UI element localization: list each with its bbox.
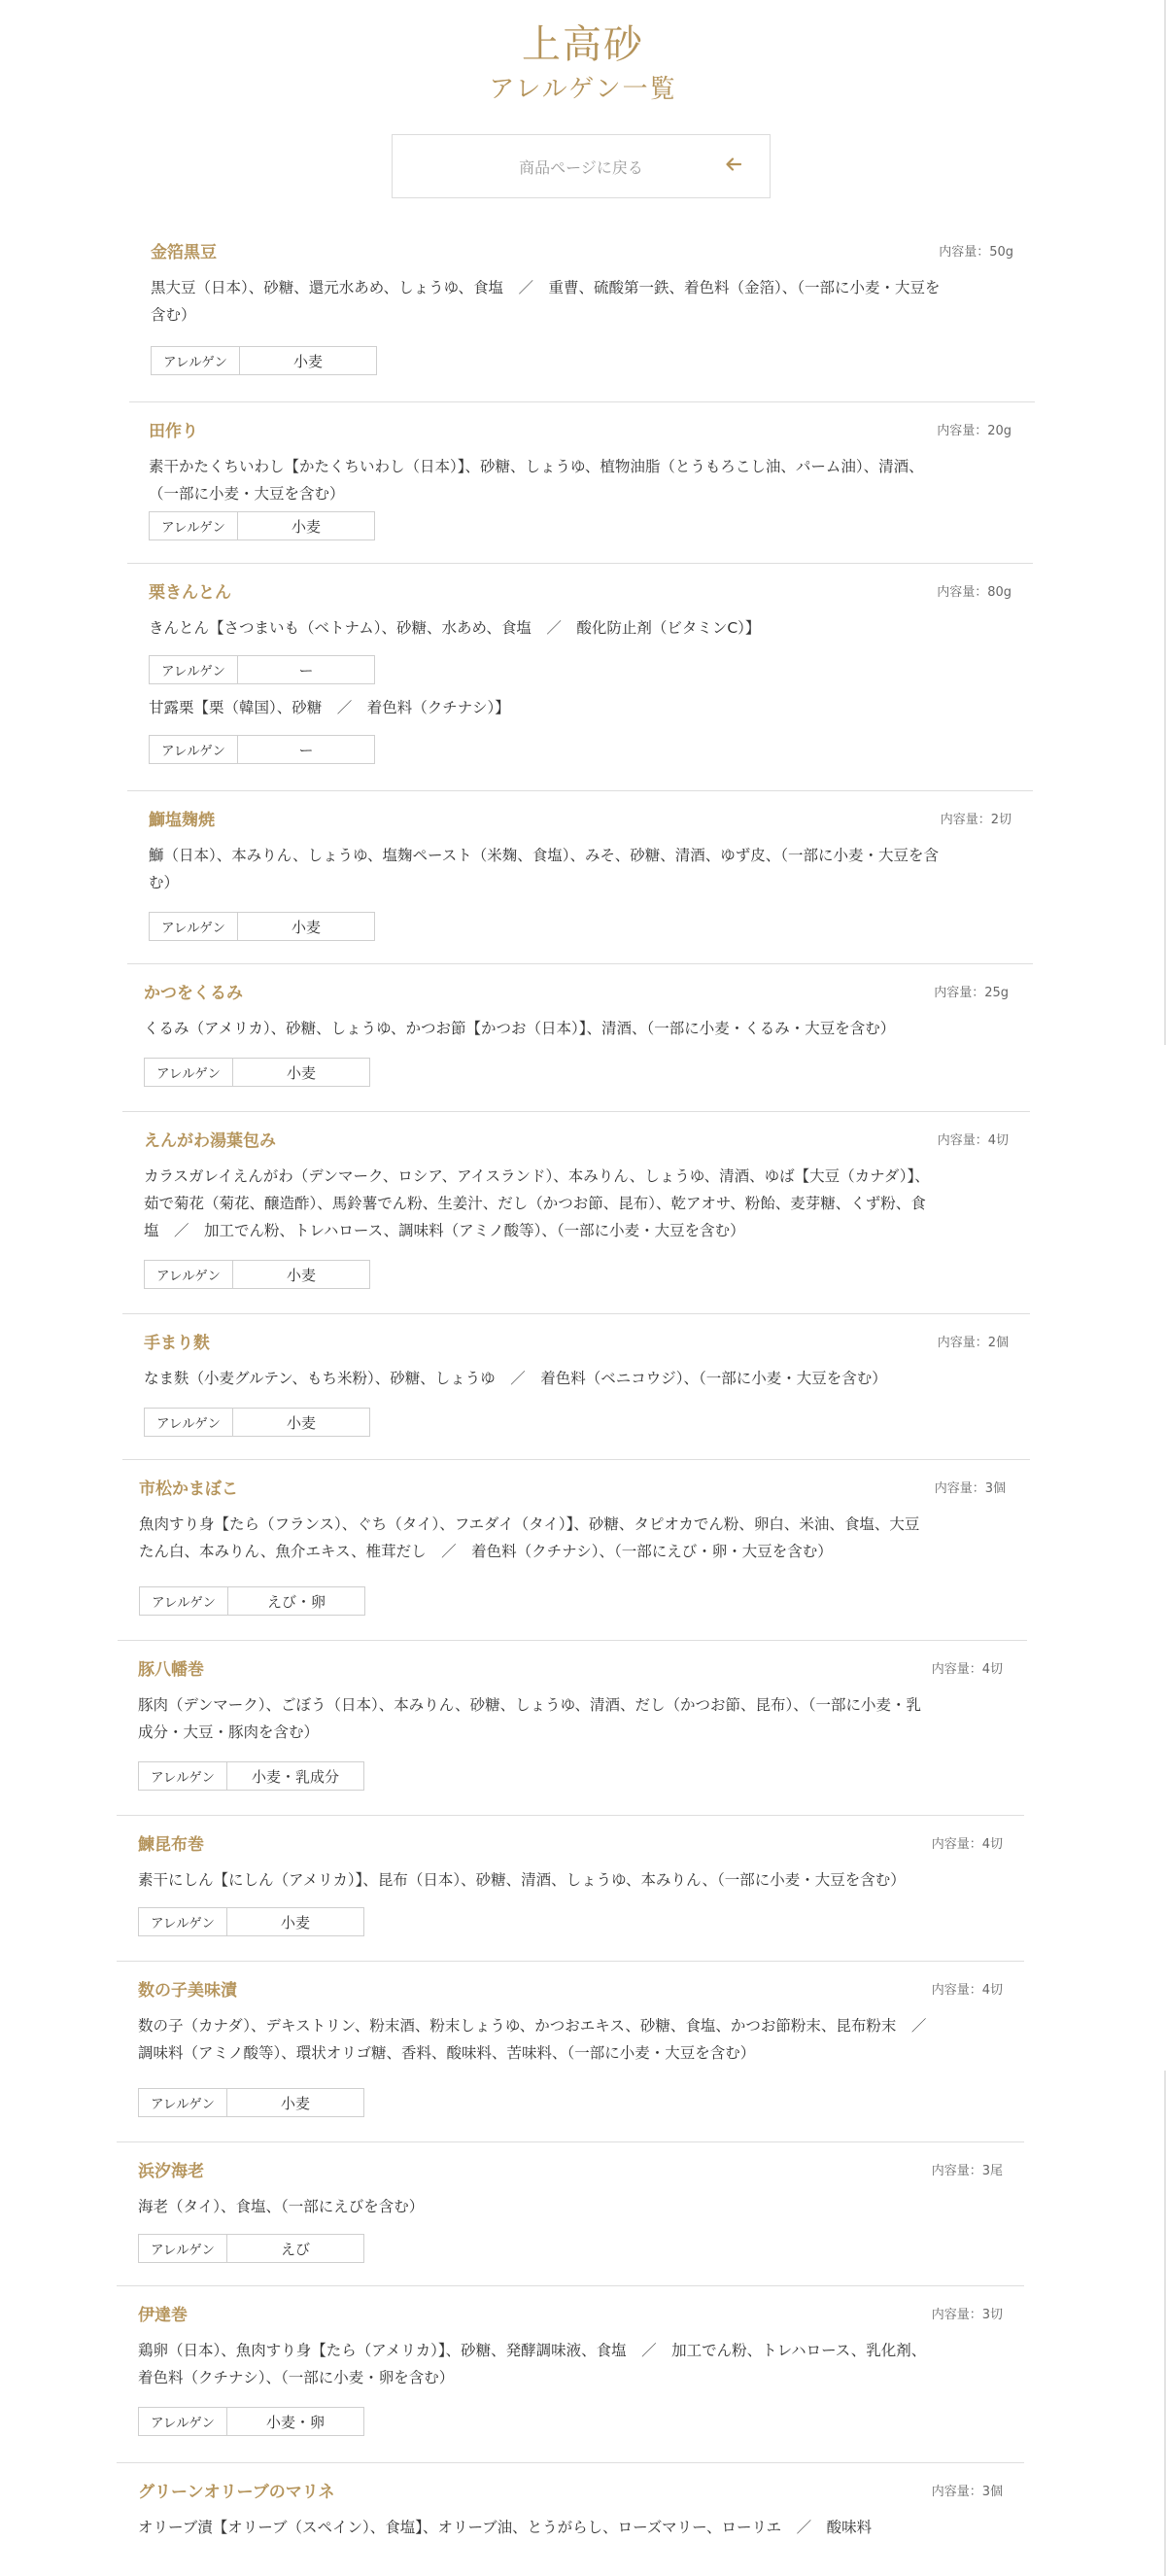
product-name: 伊達巻	[138, 2306, 188, 2325]
allergen-label: アレルゲン	[139, 2408, 227, 2435]
product-ingredients	[138, 2514, 1003, 2541]
product-ingredients-secondary	[149, 694, 1012, 721]
arrow-left-icon	[725, 154, 742, 179]
ingredients-line: なま麩（小麦グルテン、もち米粉）、砂糖、しょうゆ ／ 着色料（ベニコウジ）、（一部に小麦・大豆を含む）	[144, 1370, 887, 1387]
ingredients-line: 着色料（クチナシ）、（一部に小麦・卵を含む）	[138, 2369, 455, 2386]
product-ingredients	[138, 1691, 1003, 1746]
ingredients-line: 成分・大豆・豚肉を含む）	[138, 1723, 320, 1741]
product-item	[118, 1460, 1027, 1641]
ingredients-line: きんとん【さつまいも（ベトナム）、砂糖、水あめ、食塩 ／ 酸化防止剤（ビタミンC）】	[149, 619, 761, 637]
product-name: かつをくるみ	[144, 984, 243, 1003]
product-name: 鰊昆布巻	[138, 1835, 204, 1855]
allergen-value: 小麦	[286, 1266, 316, 1284]
ingredients-line: 魚肉すり身【たら（フランス）、ぐち（タイ）、フエダイ（タイ）】、砂糖、タピオカでん粉、卵白、米油、食塩、大豆	[139, 1515, 920, 1533]
allergen-value: えび・卵	[266, 1592, 326, 1611]
product-item	[127, 564, 1033, 791]
allergen-table	[149, 912, 375, 941]
allergen-table	[149, 735, 375, 764]
product-content-amount: 内容量：4切	[931, 1662, 1003, 1677]
product-content-amount: 内容量：2切	[940, 813, 1012, 827]
product-ingredients	[138, 2337, 1003, 2391]
product-content-amount: 内容量：2個	[937, 1336, 1009, 1350]
ingredients-line: （一部に小麦・大豆を含む）	[149, 485, 345, 503]
product-content-amount: 内容量：3尾	[931, 2164, 1003, 2178]
product-item	[117, 1962, 1024, 2142]
product-content-amount: 内容量：3個	[934, 1481, 1006, 1496]
ingredients-line: 数の子（カナダ）、デキストリン、粉末酒、粉末しょうゆ、かつおエキス、砂糖、食塩、かつお節粉末、昆布粉末 ／	[138, 2017, 927, 2035]
allergen-label: アレルゲン	[145, 1261, 233, 1288]
allergen-label: アレルゲン	[150, 736, 238, 763]
allergen-value: 小麦・卵	[265, 2413, 325, 2431]
product-item	[117, 2142, 1024, 2286]
product-item	[122, 1314, 1030, 1460]
allergen-table	[138, 1761, 364, 1791]
product-name: 田作り	[149, 422, 198, 441]
product-name: 鰤塩麹焼	[149, 811, 215, 830]
product-name: えんがわ湯葉包み	[144, 1131, 276, 1151]
ingredients-line: たん白、本みりん、魚介エキス、椎茸だし ／ 着色料（クチナシ）、（一部にえび・卵・大豆を含む）	[139, 1543, 833, 1560]
product-content-amount: 内容量：4切	[931, 1983, 1003, 1998]
allergen-table	[138, 2234, 364, 2263]
allergen-table	[144, 1260, 370, 1289]
product-name: 手まり麩	[144, 1334, 210, 1353]
allergen-label: アレルゲン	[145, 1409, 233, 1436]
product-ingredients	[151, 274, 1013, 329]
allergen-value: 小麦	[292, 352, 323, 370]
product-item	[129, 224, 1035, 402]
product-item	[127, 791, 1033, 964]
ingredients-line: 含む）	[151, 306, 196, 324]
product-ingredients	[139, 1511, 1006, 1565]
allergen-label: アレルゲン	[139, 2235, 227, 2262]
allergen-label: アレルゲン	[139, 2089, 227, 2116]
ingredients-line: む）	[149, 874, 180, 891]
product-content-amount: 内容量：3切	[931, 2308, 1003, 2322]
product-item	[122, 1112, 1030, 1314]
allergen-table	[139, 1586, 365, 1616]
ingredients-line: オリーブ漬【オリーブ（スペイン）、食塩】、オリーブ油、とうがらし、ローズマリー、ローリエ ／ 酸味料	[138, 2519, 873, 2536]
allergen-table	[138, 1907, 364, 1936]
product-item	[117, 1641, 1024, 1816]
allergen-label: アレルゲン	[150, 913, 238, 940]
product-name: 栗きんとん	[149, 583, 231, 603]
allergen-value: 小麦	[280, 1913, 310, 1932]
allergen-label: アレルゲン	[145, 1059, 233, 1086]
ingredients-line: 素干かたくちいわし【かたくちいわし（日本）】、砂糖、しょうゆ、植物油脂（とうもろこし油、パーム油）、清酒、	[149, 458, 924, 475]
ingredients-line: くるみ（アメリカ）、砂糖、しょうゆ、かつお節【かつお（日本）】、清酒、（一部に小麦・くるみ・大豆を含む）	[144, 1020, 896, 1037]
allergen-label: アレルゲン	[150, 512, 238, 540]
allergen-label: アレルゲン	[140, 1587, 228, 1615]
product-ingredients	[149, 614, 1012, 642]
product-name: 金箔黒豆	[151, 243, 217, 262]
allergen-label: アレルゲン	[152, 347, 240, 374]
ingredients-line: 豚肉（デンマーク）、ごぼう（日本）、本みりん、砂糖、しょうゆ、清酒、だし（かつお節、昆布）、（一部に小麦・乳	[138, 1696, 922, 1714]
product-content-amount: 内容量：20g	[937, 424, 1012, 438]
page-subtitle: アレルゲン一覧	[489, 75, 677, 104]
product-ingredients	[144, 1015, 1009, 1042]
product-name: 浜汐海老	[138, 2162, 204, 2181]
allergen-table	[151, 346, 377, 375]
product-name: 市松かまぼこ	[139, 1479, 238, 1499]
allergen-label: アレルゲン	[150, 656, 238, 683]
product-content-amount: 内容量：4切	[937, 1133, 1009, 1148]
product-name: 数の子美味漬	[138, 1981, 237, 2001]
page-title: 上高砂	[522, 22, 644, 67]
allergen-table	[144, 1058, 370, 1087]
allergen-table	[149, 511, 375, 540]
product-content-amount: 内容量：50g	[939, 245, 1013, 260]
back-button-label: 商品ページに戻る	[519, 157, 643, 177]
product-ingredients	[144, 1365, 1009, 1392]
product-name: グリーンオリーブのマリネ	[138, 2483, 335, 2502]
product-content-amount: 内容量：4切	[931, 1837, 1003, 1852]
allergen-value: 小麦	[286, 1413, 316, 1432]
allergen-table	[144, 1408, 370, 1437]
allergen-table	[138, 2407, 364, 2436]
page-header	[0, 0, 1166, 109]
allergen-table	[138, 2088, 364, 2117]
ingredients-line: 黒大豆（日本）、砂糖、還元水あめ、しょうゆ、食塩 ／ 重曹、硫酸第一鉄、着色料（金箔）、（一部に小麦・大豆を	[151, 279, 941, 296]
allergen-value: 小麦	[280, 2094, 310, 2112]
product-item	[127, 402, 1033, 564]
product-ingredients	[138, 2012, 1003, 2067]
product-item	[117, 2286, 1024, 2463]
ingredients-line: 調味料（アミノ酸等）、環状オリゴ糖、香料、酸味料、苦味料、（一部に小麦・大豆を含む）	[138, 2044, 756, 2062]
product-name: 豚八幡巻	[138, 1660, 204, 1680]
ingredients-line: 塩 ／ 加工でん粉、トレハロース、調味料（アミノ酸等）、（一部に小麦・大豆を含む）	[144, 1222, 745, 1239]
allergen-table	[149, 655, 375, 684]
allergen-value: ー	[298, 661, 314, 679]
ingredients-line: 甘露栗【栗（韓国）、砂糖 ／ 着色料（クチナシ）】	[149, 699, 510, 716]
product-content-amount: 内容量：80g	[937, 585, 1012, 600]
product-item	[117, 1816, 1024, 1962]
ingredients-line: カラスガレイえんがわ（デンマーク、ロシア、アイスランド）、本みりん、しょうゆ、清酒、ゆば【大豆（カナダ）】、	[144, 1167, 930, 1185]
product-content-amount: 内容量：25g	[934, 986, 1009, 1000]
product-ingredients	[149, 842, 1012, 896]
allergen-value: ー	[298, 741, 314, 759]
product-item	[122, 964, 1030, 1112]
allergen-value: えび	[280, 2240, 310, 2258]
allergen-label: アレルゲン	[139, 1762, 227, 1790]
ingredients-line: 素干にしん【にしん（アメリカ）】、昆布（日本）、砂糖、清酒、しょうゆ、本みりん、（一部に小麦・大豆を含む）	[138, 1871, 906, 1889]
ingredients-line: 鶏卵（日本）、魚肉すり身【たら（アメリカ）】、砂糖、発酵調味液、食塩 ／ 加工でん粉、トレハロース、乳化剤、	[138, 2342, 927, 2359]
allergen-value: 小麦	[291, 918, 321, 936]
back-to-product-button[interactable]	[392, 134, 771, 198]
allergen-value: 小麦	[291, 517, 321, 536]
ingredients-line: 海老（タイ）、食塩、（一部にえびを含む）	[138, 2198, 425, 2215]
product-ingredients	[144, 1163, 1009, 1244]
product-ingredients	[138, 2193, 1003, 2220]
product-ingredients	[138, 1866, 1003, 1894]
ingredients-line: 茹で菊花（菊花、醸造酢）、馬鈴薯でん粉、生姜汁、だし（かつお節、昆布）、乾アオサ、粉飴、麦芽糖、くず粉、食	[144, 1195, 926, 1212]
allergen-label: アレルゲン	[139, 1908, 227, 1935]
product-content-amount: 内容量：3個	[931, 2485, 1003, 2499]
allergen-value: 小麦	[286, 1063, 316, 1082]
product-ingredients	[149, 453, 1012, 507]
allergen-value: 小麦・乳成分	[251, 1767, 339, 1786]
product-item	[117, 2463, 1024, 2576]
ingredients-line: 鰤（日本）、本みりん、しょうゆ、塩麹ペースト（米麹、食塩）、みそ、砂糖、清酒、ゆず皮、（一部に小麦・大豆を含	[149, 847, 939, 864]
